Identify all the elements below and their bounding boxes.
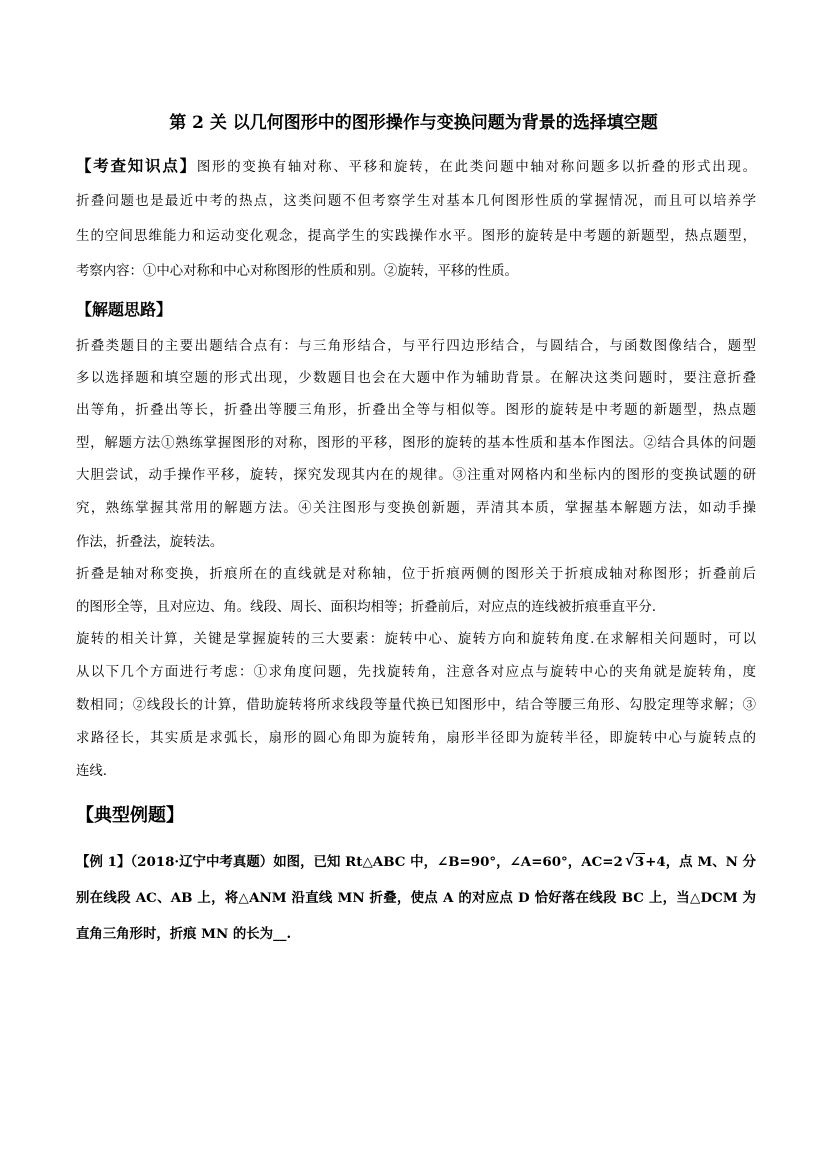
approach-line: 出等角，折叠出等长，折叠出等腰三角形，折叠出全等与相似等。图形的旋转是中考题的新题型，热点题 (76, 403, 756, 418)
approach-line: 究，熟练掌握其常用的解题方法。④关注图形与变换创新题，弄清其本质，掌握基本解题方法，如动手操 (76, 501, 756, 516)
approach-line: 的图形全等，且对应边、角。线段、周长、面积均相等；折叠前后，对应点的连线被折痕垂直平分. (76, 600, 657, 615)
approach-line: 连线. (76, 764, 108, 779)
approach-line: 从以下几个方面进行考虑：①求角度问题，先找旋转角，注意各对应点与旋转中心的夹角就是旋转角，度 (76, 665, 756, 680)
approach-line: 型，解题方法①熟练掌握图形的对称，图形的平移，图形的旋转的基本性质和基本作图法。②结合具体的问题 (76, 436, 756, 451)
knowledge-heading: 【考查知识点】 (76, 156, 197, 175)
example-1-text-a: 【例 1】（2018·辽宁中考真题）如图，已知 Rt△ABC 中，∠B=90°，∠A=60°，AC=2 (76, 854, 623, 870)
approach-line: 求路径长，其实质是求弧长，扇形的圆心角即为旋转角，扇形半径即为旋转半径，即旋转中心与旋转点的 (76, 731, 756, 746)
sqrt-expression (625, 852, 645, 872)
approach-line: 旋转的相关计算，关键是掌握旋转的三大要素：旋转中心、旋转方向和旋转角度.在求解相关问题时，可以 (76, 632, 756, 647)
approach-line: 大胆尝试，动手操作平移，旋转，探究发现其内在的规律。③注重对网格内和坐标内的图形的变换试题的研 (76, 468, 756, 483)
knowledge-text-1: 图形的变换有轴对称、平移和旋转，在此类问题中轴对称问题多以折叠的形式出现。 (196, 160, 756, 175)
knowledge-line-1 (76, 156, 756, 178)
example-1-line-2: 别在线段 AC、AB 上，将△ANM 沿直线 MN 折叠，使点 A 的对应点 D 恰好落在线段 BC 上，当△DCM 为 (76, 890, 756, 906)
sqrt-radicand: 3 (634, 854, 645, 870)
approach-line: 作法，折叠法，旋转法。 (76, 535, 224, 550)
sqrt-sign-icon: √ (624, 851, 635, 869)
approach-line: 折叠是轴对称变换，折痕所在的直线就是对称轴，位于折痕两侧的图形关于折痕成轴对称图形；折叠前后 (76, 567, 756, 582)
approach-line: 折叠类题目的主要出题结合点有：与三角形结合，与平行四边形结合，与圆结合，与函数图像结合，题型 (76, 339, 756, 354)
knowledge-line-2: 折叠问题也是最近中考的热点，这类问题不但考察学生对基本几何图形性质的掌握情况，而且可以培养学 (76, 194, 756, 209)
examples-heading: 【典型例题】 (76, 805, 184, 826)
knowledge-line-4: 考察内容：①中心对称和中心对称图形的性质和别。②旋转，平移的性质。 (76, 264, 518, 279)
example-1-line-1 (76, 852, 756, 872)
knowledge-line-3: 生的空间思维能力和运动变化观念，提高学生的实践操作水平。图形的旋转是中考题的新题型，热点题型， (76, 229, 756, 244)
page-title: 第 2 关 以几何图形中的图形操作与变换问题为背景的选择填空题 (169, 113, 658, 133)
approach-line: 多以选择题和填空题的形式出现，少数题目也会在大题中作为辅助背景。在解决这类问题时，要注意折叠 (76, 371, 756, 386)
approach-heading: 【解题思路】 (76, 300, 173, 319)
example-1-line-3: 直角三角形时，折痕 MN 的长为__. (76, 926, 292, 942)
example-1-text-b: +4，点 M、N 分 (645, 854, 756, 870)
approach-line: 数相同；②线段长的计算，借助旋转将所求线段等量代换已知图形中，结合等腰三角形、勾股定理等求解；③ (76, 698, 756, 713)
